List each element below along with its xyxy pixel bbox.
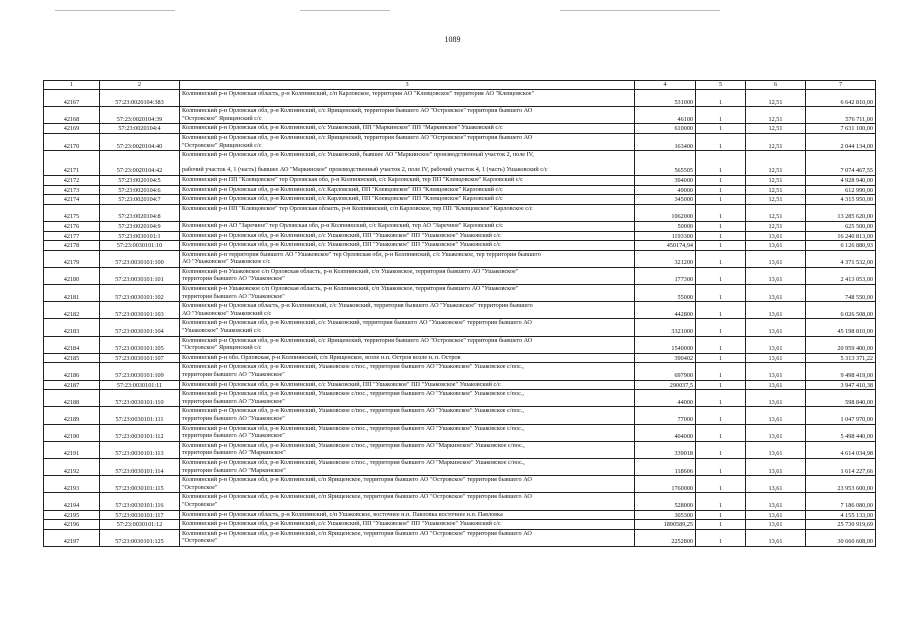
address-text: Колпнянский р-н Орловская обл, р-н Колпнянский, с/п Ярищенское, территория бывшего АО "Островское" территория бывшего АО "Островское" <box>182 493 532 508</box>
count-value: 1 <box>696 221 746 231</box>
row-number: 42173 <box>44 185 100 195</box>
rate-value: 13,61 <box>746 510 806 520</box>
table-row <box>44 493 876 510</box>
col-header: 2 <box>100 81 180 90</box>
row-number: 42194 <box>44 493 100 510</box>
cadastral-number: 57:23:0030101:11 <box>100 380 180 390</box>
cadastral-number: 57:23:0030101:109 <box>100 363 180 380</box>
address-description <box>180 221 635 231</box>
table-row <box>44 267 876 284</box>
address-description <box>180 380 635 390</box>
row-number: 42177 <box>44 231 100 241</box>
row-number: 42197 <box>44 529 100 546</box>
col-header: 1 <box>44 81 100 90</box>
cadastral-number: 57:23:0030101:110 <box>100 390 180 407</box>
count-value: 1 <box>696 493 746 510</box>
row-number: 42189 <box>44 407 100 424</box>
cadastral-number: 57:23:0030101:101 <box>100 267 180 284</box>
row-number: 42187 <box>44 380 100 390</box>
table-row <box>44 441 876 458</box>
cadastral-value: 1 614 227,66 <box>806 458 876 475</box>
cadastral-number: 57:23:0030101:1 <box>100 231 180 241</box>
cadastral-number: 57:23:0030101:10 <box>100 241 180 251</box>
count-value: 1 <box>696 336 746 353</box>
cadastral-number: 57:23:0030101:107 <box>100 353 180 363</box>
area-value: 390402 <box>635 353 696 363</box>
table-row <box>44 250 876 267</box>
area-value: 177300 <box>635 267 696 284</box>
table-row <box>44 221 876 231</box>
count-value: 1 <box>696 407 746 424</box>
cadastral-number: 57:23:0020104:5 <box>100 175 180 185</box>
cadastral-value: 2 044 134,00 <box>806 133 876 150</box>
table-row <box>44 520 876 530</box>
area-value: 1540000 <box>635 336 696 353</box>
table-row <box>44 424 876 441</box>
address-text: Колпнянский р-н Орловская обл, р-н Колпнянский, с/с Ушаковский, ПП "Ушаковское" ПП "Ушаковское" Ушаковский с/с <box>182 241 501 249</box>
header-row <box>44 81 876 90</box>
cadastral-value: 5 313 371,22 <box>806 353 876 363</box>
table-row <box>44 151 876 176</box>
count-value: 1 <box>696 302 746 319</box>
rate-value: 13,61 <box>746 231 806 241</box>
address-text: Колпнянский р-н Ушаковское с/п Орловская область, р-н Колпнянский, с/п Ушаковское, территория бывшего АО "Ушаковское" территория бывшего АО "Ушаковское" <box>182 267 519 283</box>
address-text: Колпнянский р-н Орловская обл, р-н Колпнянский, Ушаковское с/пос., территория бывшего АО "Ушаковское" Ушаковское с/пос., территория бывшего АО "Ушаковское" <box>182 390 524 405</box>
cadastral-number: 57:23:0030101:117 <box>100 510 180 520</box>
cadastral-number: 57:23:0030101:104 <box>100 319 180 336</box>
table-row <box>44 204 876 221</box>
cadastral-value: 45 198 810,00 <box>806 319 876 336</box>
count-value: 1 <box>696 133 746 150</box>
table-row <box>44 458 876 475</box>
table-row <box>44 529 876 546</box>
cadastral-number: 57:23:0030101:125 <box>100 529 180 546</box>
table-row <box>44 231 876 241</box>
count-value: 1 <box>696 390 746 407</box>
address-description <box>180 195 635 205</box>
area-value: 50000 <box>635 221 696 231</box>
address-description <box>180 319 635 336</box>
area-value: 450174,94 <box>635 241 696 251</box>
area-value: 290037,5 <box>635 380 696 390</box>
area-value: 55000 <box>635 285 696 302</box>
area-value: 404000 <box>635 424 696 441</box>
count-value: 1 <box>696 151 746 176</box>
row-number: 42184 <box>44 336 100 353</box>
area-value: 118606 <box>635 458 696 475</box>
area-value: 305300 <box>635 510 696 520</box>
table-row <box>44 302 876 319</box>
cadastral-number: 57:23:0030101:12 <box>100 520 180 530</box>
address-text: Колпнянский р-н Орловская обл, р-н Колпнянский, с/с Ушаковский, ПП "Маркинское" ПП "Маркинское" Ушаковский с/с <box>182 124 503 132</box>
cadastral-value: 4 371 532,00 <box>806 250 876 267</box>
cadastral-number: 57:23:0020104:9 <box>100 221 180 231</box>
address-text: Колпнянский р-н Орловская обл, р-н Колпнянский, с/с Ушаковский, ПП "Ушаковское" ПП "Ушаковское" Ушаковский с/с <box>182 231 501 239</box>
address-description <box>180 250 635 267</box>
table-row <box>44 363 876 380</box>
row-number: 42193 <box>44 476 100 493</box>
rate-value: 12,51 <box>746 90 806 107</box>
cadastral-number: 57:23:0020104:4 <box>100 124 180 134</box>
cadastral-value: 598 840,00 <box>806 390 876 407</box>
address-description <box>180 185 635 195</box>
scan-artifact <box>560 10 720 11</box>
address-description <box>180 285 635 302</box>
area-value: 339018 <box>635 441 696 458</box>
cadastral-value: 2 413 053,00 <box>806 267 876 284</box>
rate-value: 13,61 <box>746 336 806 353</box>
table-row <box>44 319 876 336</box>
rate-value: 13,61 <box>746 529 806 546</box>
count-value: 1 <box>696 363 746 380</box>
table-row <box>44 336 876 353</box>
rate-value: 13,61 <box>746 520 806 530</box>
address-description <box>180 107 635 124</box>
address-description <box>180 390 635 407</box>
rate-value: 12,51 <box>746 133 806 150</box>
rate-value: 13,61 <box>746 476 806 493</box>
row-number: 42167 <box>44 90 100 107</box>
col-header: 4 <box>635 81 696 90</box>
address-text: Колпнянский р-н Орловская обл, р-н Колпнянский, Ушаковское с/пос., территория бывшего АО "Маркинское" Ушаковское с/пос., территория бывшего АО "Маркинское" <box>182 441 525 457</box>
row-number: 42186 <box>44 363 100 380</box>
row-number: 42170 <box>44 133 100 150</box>
cadastral-number: 57:23:0020104:383 <box>100 90 180 107</box>
address-description <box>180 151 635 176</box>
address-description <box>180 493 635 510</box>
row-number: 42195 <box>44 510 100 520</box>
rate-value: 13,61 <box>746 493 806 510</box>
table-row <box>44 353 876 363</box>
cadastral-value: 4 928 940,00 <box>806 175 876 185</box>
count-value: 1 <box>696 510 746 520</box>
address-text: Колпнянский р-н Орловская обл, р-н Колпнянский, Ушаковское с/пос., территория бывшего АО "Ушаковское" Ушаковское с/пос., территория бывшего АО "Ушаковское" <box>182 363 524 379</box>
table-row <box>44 380 876 390</box>
rate-value: 12,51 <box>746 204 806 221</box>
cadastral-number: 57:23:0030101:100 <box>100 250 180 267</box>
cadastral-number: 57:23:0030101:102 <box>100 285 180 302</box>
table-row <box>44 285 876 302</box>
address-description <box>180 363 635 380</box>
rate-value: 13,61 <box>746 407 806 424</box>
rate-value: 12,51 <box>746 124 806 134</box>
table-row <box>44 241 876 251</box>
cadastral-number: 57:23:0030101:105 <box>100 336 180 353</box>
cadastral-value: 7 631 100,00 <box>806 124 876 134</box>
address-text: Колпнянский р-н Орловская обл, р-н Колпнянский, Ушаковское с/пос., территория бывшего АО "Маркинское" Ушаковское с/пос., территория бывшего АО "Маркинское" <box>182 458 525 474</box>
area-value: 46100 <box>635 107 696 124</box>
row-number: 42175 <box>44 204 100 221</box>
address-description <box>180 520 635 530</box>
area-value: 1890589,25 <box>635 520 696 530</box>
rate-value: 13,61 <box>746 424 806 441</box>
area-value: 345000 <box>635 195 696 205</box>
table-row <box>44 133 876 150</box>
address-description <box>180 353 635 363</box>
area-value: 2252800 <box>635 529 696 546</box>
address-text: Колпнянский р-н Ушаковское с/п Орловская область, р-н Колпнянский, с/п Ушаковское, территория бывшего АО "Ушаковское" территория бывшего АО "Ушаковское" <box>182 285 519 300</box>
count-value: 1 <box>696 380 746 390</box>
address-text: Колпнянский р-н Орловская обл, р-н Колпнянский, с/с Ушаковский, территория бывшего АО "Ушаковское" территория бывшего АО "Ушаковское" Ушаковский с/с <box>182 319 532 335</box>
cadastral-value: 13 285 620,00 <box>806 204 876 221</box>
address-text: Колпнянский р-н ПП "Клевцовское" тер Орловская обл, р-н Колпнянский, с/с Карловский, тер ПП "Клевцовское" Карловский с/с <box>182 175 523 183</box>
count-value: 1 <box>696 353 746 363</box>
address-text: Колпнянский р-н обл. Орловская, р-н Колпнянский, с/п Ярищенское, возле н.п. Остров возле н. п. Остров <box>182 353 461 361</box>
rate-value: 13,61 <box>746 241 806 251</box>
area-value: 77000 <box>635 407 696 424</box>
address-description <box>180 424 635 441</box>
cadastral-number: 57:23:0030101:113 <box>100 441 180 458</box>
address-text: Колпнянский р-н Орловская обл, р-н Колпнянский, с/с Ушаковский, ПП "Ушаковское" ПП "Ушаковское" Ушаковский с/с <box>182 520 501 528</box>
rate-value: 12,51 <box>746 195 806 205</box>
area-value: 442800 <box>635 302 696 319</box>
cadastral-value: 3 947 410,38 <box>806 380 876 390</box>
cadastral-value: 6 126 880,93 <box>806 241 876 251</box>
address-description <box>180 124 635 134</box>
area-value: 321200 <box>635 250 696 267</box>
scan-artifact <box>300 10 390 11</box>
cadastral-value: 4 315 950,00 <box>806 195 876 205</box>
cadastral-value: 25 730 919,69 <box>806 520 876 530</box>
count-value: 1 <box>696 319 746 336</box>
cadastral-value: 7 186 080,00 <box>806 493 876 510</box>
area-value: 610000 <box>635 124 696 134</box>
cadastral-number: 57:23:0020104:7 <box>100 195 180 205</box>
address-text: Колпнянский р-н Орловская обл, р-н Колпнянский, с/с Ушаковский, бывшее АО "Маркинское" производственный участок 2, поле IV, рабочий участок 4, 1 (часть) бывшее АО "Маркинское" производственный участок 2, поле IV, рабочий участок 4, 1 (часть) Ушаковский с/с <box>182 151 548 174</box>
cadastral-number: 57:23:0030101:103 <box>100 302 180 319</box>
count-value: 1 <box>696 175 746 185</box>
area-value: 49000 <box>635 185 696 195</box>
area-value: 44000 <box>635 390 696 407</box>
rate-value: 12,51 <box>746 151 806 176</box>
cadastral-number: 57:23:0020104:40 <box>100 133 180 150</box>
row-number: 42188 <box>44 390 100 407</box>
count-value: 1 <box>696 441 746 458</box>
address-text: Колпнянский р-н Орловская обл, р-н Колпнянский, с/с Ярищенский, территория бывшего АО "Островское" территория бывшего АО "Островское" Ярищенский с/с <box>182 336 533 352</box>
address-text: Колпнянский р-н территория бывшего АО "Ушаковское" тер Орловская обл, р-н Колпнянский, с/с Ушаковское, тер территория бывшего АО "Ушаковское" Ушаковское с/с <box>182 250 541 266</box>
address-description <box>180 302 635 319</box>
row-number: 42190 <box>44 424 100 441</box>
count-value: 1 <box>696 195 746 205</box>
area-value: 1062000 <box>635 204 696 221</box>
cadastral-value: 6 642 810,00 <box>806 90 876 107</box>
area-value: 565505 <box>635 151 696 176</box>
address-description <box>180 441 635 458</box>
col-header: 3 <box>180 81 635 90</box>
cadastral-value: 4 614 034,98 <box>806 441 876 458</box>
rate-value: 13,61 <box>746 363 806 380</box>
table-row <box>44 185 876 195</box>
table-row <box>44 124 876 134</box>
address-text: Колпнянский р-н Орловская обл, р-н Колпнянский, Ушаковское с/пос., территория бывшего АО "Ушаковское" Ушаковское с/пос., территория бывшего АО "Ушаковское" <box>182 424 524 440</box>
cadastral-value: 4 155 133,00 <box>806 510 876 520</box>
address-description <box>180 90 635 107</box>
row-number: 42182 <box>44 302 100 319</box>
count-value: 1 <box>696 529 746 546</box>
address-description <box>180 241 635 251</box>
address-text: Колпнянский р-н Орловская обл, р-н Колпнянский, Ушаковское с/пос., территория бывшего АО "Ушаковское" Ушаковское с/пос., территория бывшего АО "Ушаковское" <box>182 407 524 422</box>
cadastral-number: 57:23:0030101:115 <box>100 476 180 493</box>
area-value: 1193300 <box>635 231 696 241</box>
address-text: Колпнянский р-н ПП "Клевцовское" тер Орловская область, р-н Колпнянский, с/п Карловское, тер ПП "Клевцовское" Карловское с/с <box>182 204 533 212</box>
address-description <box>180 510 635 520</box>
count-value: 1 <box>696 204 746 221</box>
address-description <box>180 267 635 284</box>
table-row <box>44 407 876 424</box>
cadastral-value: 625 500,00 <box>806 221 876 231</box>
address-description <box>180 175 635 185</box>
cadastral-value: 612 990,00 <box>806 185 876 195</box>
address-text: Колпнянский р-н Орловская обл, р-н Колпнянский, с/с Ярищенский, территория бывшего АО "Островское" территория бывшего АО "Островское" Ярищенский с/с <box>182 133 533 149</box>
cadastral-number: 57:23:0020104:6 <box>100 185 180 195</box>
count-value: 1 <box>696 520 746 530</box>
address-description <box>180 529 635 546</box>
cadastral-number: 57:23:0030101:111 <box>100 407 180 424</box>
cadastral-number: 57:23:0030101:116 <box>100 493 180 510</box>
table-row <box>44 510 876 520</box>
table-row <box>44 390 876 407</box>
rate-value: 13,61 <box>746 390 806 407</box>
row-number: 42180 <box>44 267 100 284</box>
rate-value: 12,51 <box>746 175 806 185</box>
col-header: 6 <box>746 81 806 90</box>
row-number: 42181 <box>44 285 100 302</box>
rate-value: 13,61 <box>746 285 806 302</box>
registry-table <box>43 80 876 547</box>
scan-artifact <box>55 10 175 11</box>
address-text: Колпнянский р-н Орловская обл, р-н Колпнянский, с/п Ярищенское, территория бывшего АО "Островское" территория бывшего АО "Островское" <box>182 529 532 545</box>
area-value: 3321000 <box>635 319 696 336</box>
table-row <box>44 476 876 493</box>
address-description <box>180 336 635 353</box>
rate-value: 13,61 <box>746 458 806 475</box>
cadastral-number: 57:23:0020104:42 <box>100 151 180 176</box>
address-description <box>180 407 635 424</box>
address-text: Колпнянский р-н Орловская область, р-н Колпнянский, с/с Ушаковский, территория бывшего АО "Ушаковское" территория бывшего АО "Ушаковское" Ушаковский с/с <box>182 302 533 317</box>
cadastral-value: 16 240 813,00 <box>806 231 876 241</box>
row-number: 42179 <box>44 250 100 267</box>
rate-value: 13,61 <box>746 353 806 363</box>
row-number: 42185 <box>44 353 100 363</box>
col-header: 5 <box>696 81 746 90</box>
row-number: 42192 <box>44 458 100 475</box>
address-description <box>180 133 635 150</box>
rate-value: 13,61 <box>746 302 806 319</box>
count-value: 1 <box>696 90 746 107</box>
row-number: 42168 <box>44 107 100 124</box>
cadastral-value: 1 047 970,00 <box>806 407 876 424</box>
rate-value: 12,51 <box>746 107 806 124</box>
cadastral-value: 5 498 440,00 <box>806 424 876 441</box>
rate-value: 12,51 <box>746 185 806 195</box>
cadastral-value: 6 026 508,00 <box>806 302 876 319</box>
address-text: Колпнянский р-н Орловская обл, р-н Колпнянский, с/с Ярищенский, территория бывшего АО "Островское" территория бывшего АО "Островское" Ярищенский с/с <box>182 107 533 122</box>
address-text: Колпнянский р-н Орловская обл, р-н Колпнянский, с/с Карловский, ПП "Клевцовское" ПП "Клевцовское" Карловский с/с <box>182 185 503 193</box>
table-row <box>44 175 876 185</box>
area-value: 394000 <box>635 175 696 185</box>
count-value: 1 <box>696 241 746 251</box>
address-text: Колпнянский р-н Орловская обл, р-н Колпнянский, с/с Карловский, ПП "Клевцовское" ПП "Клевцовское" Карловский с/с <box>182 195 503 203</box>
table-row <box>44 107 876 124</box>
row-number: 42196 <box>44 520 100 530</box>
area-value: 531000 <box>635 90 696 107</box>
address-description <box>180 476 635 493</box>
row-number: 42171 <box>44 151 100 176</box>
address-text: Колпнянский р-н Орловская область, р-н Колпнянский, с/п Ушаковское, восточнее н.п. Павловка восточнее н.п. Павловка <box>182 510 503 518</box>
row-number: 42174 <box>44 195 100 205</box>
count-value: 1 <box>696 185 746 195</box>
row-number: 42176 <box>44 221 100 231</box>
address-text: Колпнянский р-н Орловская область, р-н Колпнянский, с/п Карловское, территория АО "Клевцовское" территория АО "Клевцовское" <box>182 90 535 97</box>
row-number: 42172 <box>44 175 100 185</box>
count-value: 1 <box>696 424 746 441</box>
count-value: 1 <box>696 476 746 493</box>
area-value: 163400 <box>635 133 696 150</box>
cadastral-number: 57:23:0020104:8 <box>100 204 180 221</box>
rate-value: 13,61 <box>746 267 806 284</box>
row-number: 42183 <box>44 319 100 336</box>
address-text: Колпнянский р-н Орловская обл, р-н Колпнянский, с/п Ярищенское, территория бывшего АО "Островское" территория бывшего АО "Островское" <box>182 476 532 491</box>
area-value: 1760000 <box>635 476 696 493</box>
row-number: 42178 <box>44 241 100 251</box>
cadastral-value: 748 550,00 <box>806 285 876 302</box>
cadastral-number: 57:23:0030101:114 <box>100 458 180 475</box>
col-header: 7 <box>806 81 876 90</box>
cadastral-value: 30 660 608,00 <box>806 529 876 546</box>
count-value: 1 <box>696 458 746 475</box>
count-value: 1 <box>696 107 746 124</box>
rate-value: 13,61 <box>746 250 806 267</box>
count-value: 1 <box>696 124 746 134</box>
cadastral-value: 9 498 419,00 <box>806 363 876 380</box>
page-number: 1089 <box>444 35 461 44</box>
rate-value: 13,61 <box>746 441 806 458</box>
rate-value: 12,51 <box>746 221 806 231</box>
area-value: 528000 <box>635 493 696 510</box>
address-description <box>180 204 635 221</box>
cadastral-value: 20 959 400,00 <box>806 336 876 353</box>
cadastral-value: 576 711,00 <box>806 107 876 124</box>
row-number: 42169 <box>44 124 100 134</box>
address-text: Колпнянский р-н АО "Заречное" тер Орловская обл, р-н Колпнянский, с/с Карловский, тер АО "Заречное" Карловский с/с <box>182 221 503 229</box>
address-text: Колпнянский р-н Орловская обл, р-н Колпнянский, с/с Ушаковский, ПП "Ушаковское" ПП "Ушаковское" Ушаковский с/с <box>182 380 501 388</box>
address-description <box>180 458 635 475</box>
area-value: 697900 <box>635 363 696 380</box>
count-value: 1 <box>696 285 746 302</box>
row-number: 42191 <box>44 441 100 458</box>
table-row <box>44 195 876 205</box>
cadastral-number: 57:23:0030101:112 <box>100 424 180 441</box>
count-value: 1 <box>696 267 746 284</box>
count-value: 1 <box>696 250 746 267</box>
count-value: 1 <box>696 231 746 241</box>
table-row <box>44 90 876 107</box>
cadastral-number: 57:23:0020104:39 <box>100 107 180 124</box>
address-description <box>180 231 635 241</box>
cadastral-value: 23 953 600,00 <box>806 476 876 493</box>
rate-value: 13,61 <box>746 319 806 336</box>
rate-value: 13,61 <box>746 380 806 390</box>
cadastral-value: 7 074 467,55 <box>806 151 876 176</box>
